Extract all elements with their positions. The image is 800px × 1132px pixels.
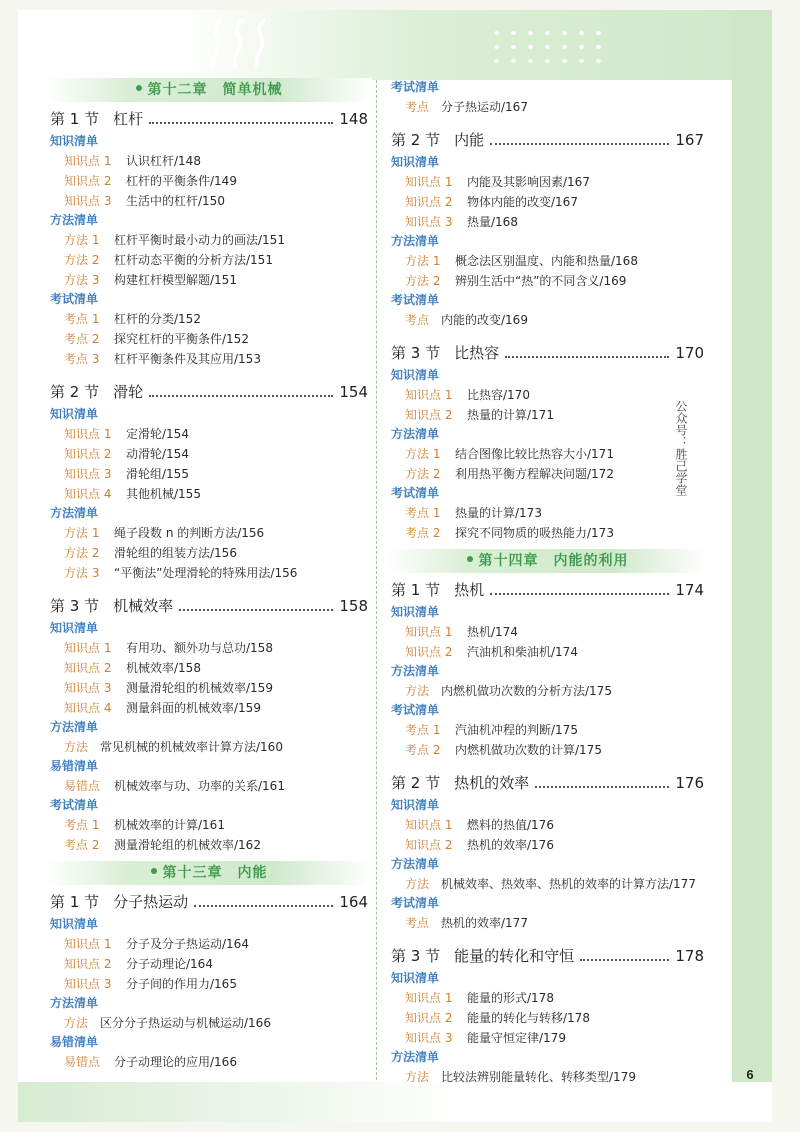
entry-key: 知识点 4 <box>64 701 112 715</box>
entry-key: 考点 1 <box>405 506 441 520</box>
toc-entry[interactable] <box>391 988 704 1008</box>
spacer <box>391 117 704 123</box>
entry-key: 考点 2 <box>405 743 441 757</box>
entry-title: 物体内能的改变/167 <box>467 195 578 209</box>
section-label: 第 2 节 <box>391 774 441 792</box>
entry-title: 比较法辨别能量转化、转移类型/179 <box>441 1070 636 1084</box>
entry-key: 知识点 3 <box>64 194 112 208</box>
toc-entry[interactable] <box>391 874 704 894</box>
section-heading[interactable] <box>391 945 704 969</box>
entry-title: 其他机械/155 <box>126 487 201 501</box>
entry-title: 有用功、额外功与总功/158 <box>126 641 273 655</box>
entry-title: 测量滑轮组的机械效率/162 <box>114 838 261 852</box>
entry-key: 知识点 2 <box>405 1011 453 1025</box>
dot-leader <box>505 355 669 358</box>
entry-key: 知识点 1 <box>64 154 112 168</box>
dot-leader <box>490 142 669 145</box>
dot-leader <box>490 592 669 595</box>
toc-entry[interactable] <box>391 681 704 701</box>
toc-entry[interactable] <box>391 835 704 855</box>
entry-title: 内燃机做功次数的分析方法/175 <box>441 684 612 698</box>
entry-key: 知识点 1 <box>405 175 453 189</box>
entry-key: 知识点 2 <box>405 408 453 422</box>
toc-entry[interactable] <box>50 543 368 563</box>
entry-title: 探究杠杆的平衡条件/152 <box>114 332 249 346</box>
entry-key: 知识点 1 <box>64 427 112 441</box>
toc-entry[interactable] <box>391 642 704 662</box>
entry-key: 知识点 2 <box>405 838 453 852</box>
dot-leader <box>149 121 333 124</box>
entry-title: 分子间的作用力/165 <box>126 977 237 991</box>
toc-entry[interactable] <box>391 1008 704 1028</box>
section-page: 158 <box>339 597 368 615</box>
entry-title: 比热容/170 <box>467 388 530 402</box>
toc-entry[interactable] <box>50 444 368 464</box>
category-label: 考试清单 <box>391 486 440 500</box>
section-name: 比热容 <box>454 344 500 362</box>
entry-key: 方法 <box>405 684 430 698</box>
entry-key: 知识点 3 <box>405 215 453 229</box>
section-name: 热机的效率 <box>454 774 530 792</box>
entry-title: 热量的计算/171 <box>467 408 554 422</box>
entry-key: 知识点 2 <box>405 645 453 659</box>
entry-title: 内能及其影响因素/167 <box>467 175 590 189</box>
entry-title: 分子动理论的应用/166 <box>114 1055 237 1069</box>
entry-title: 汽油机和柴油机/174 <box>467 645 578 659</box>
section-name: 内能 <box>454 131 485 149</box>
entry-title: 热机的效率/176 <box>467 838 554 852</box>
toc-entry[interactable] <box>391 740 704 760</box>
entry-key: 知识点 3 <box>64 977 112 991</box>
category-label: 方法清单 <box>391 234 440 248</box>
section-name: 机械效率 <box>113 597 174 615</box>
spacer <box>391 933 704 939</box>
entry-title: 热机的效率/177 <box>441 916 528 930</box>
entry-key: 知识点 1 <box>405 388 453 402</box>
entry-title: 测量滑轮组的机械效率/159 <box>126 681 273 695</box>
category-label: 知识清单 <box>50 407 99 421</box>
spacer <box>50 583 368 589</box>
dot-leader <box>149 394 333 397</box>
toc-entry[interactable] <box>391 212 704 232</box>
category-label: 方法清单 <box>50 213 99 227</box>
category-label: 知识清单 <box>391 605 440 619</box>
toc-entry[interactable] <box>391 385 704 405</box>
entry-key: 易错点 <box>64 779 101 793</box>
toc-entry[interactable] <box>50 191 368 211</box>
entry-key: 方法 1 <box>405 254 441 268</box>
toc-entry[interactable] <box>50 954 368 974</box>
toc-entry[interactable] <box>391 1028 704 1048</box>
toc-entry[interactable] <box>391 720 704 740</box>
entry-title: 绳子段数 n 的判断方法/156 <box>114 526 265 540</box>
entry-title: 机械效率的计算/161 <box>114 818 225 832</box>
category-label: 考试清单 <box>391 80 440 94</box>
toc-entry[interactable] <box>50 171 368 191</box>
entry-key: 知识点 2 <box>64 174 112 188</box>
chapter-title: 第十四章 内能的利用 <box>478 553 629 569</box>
entry-key: 考点 2 <box>405 526 441 540</box>
entry-title: 生活中的杠杆/150 <box>126 194 225 208</box>
entry-title: 杠杆平衡时最小动力的画法/151 <box>114 233 285 247</box>
category-label: 方法清单 <box>391 427 440 441</box>
entry-title: 能量的转化与转移/178 <box>467 1011 590 1025</box>
toc-entry[interactable] <box>391 310 704 330</box>
category-label: 易错清单 <box>50 1035 99 1049</box>
toc-entry[interactable] <box>50 698 368 718</box>
entry-key: 知识点 4 <box>64 487 112 501</box>
bullet-dot-icon <box>151 868 157 874</box>
bullet-dot-icon <box>136 85 142 91</box>
chapter-heading <box>46 78 372 102</box>
section-label: 第 3 节 <box>391 947 441 965</box>
toc-entry[interactable] <box>50 484 368 504</box>
toc-entry[interactable] <box>50 678 368 698</box>
entry-title: 利用热平衡方程解决问题/172 <box>455 467 614 481</box>
spacer <box>391 1087 704 1093</box>
entry-title: 杠杆平衡条件及其应用/153 <box>114 352 261 366</box>
section-heading[interactable] <box>50 891 368 915</box>
category-label: 考试清单 <box>391 896 440 910</box>
section-heading[interactable] <box>50 381 368 405</box>
entry-title: 认识杠杆/148 <box>126 154 201 168</box>
toc-entry[interactable] <box>50 1013 368 1033</box>
chapter-heading <box>46 861 372 885</box>
category-label: 易错清单 <box>50 759 99 773</box>
column-divider <box>376 80 377 1080</box>
wave-decoration-icon <box>206 18 286 74</box>
entry-key: 方法 <box>64 1016 89 1030</box>
entry-title: 构建杠杆模型解题/151 <box>114 273 237 287</box>
toc-entry[interactable] <box>50 523 368 543</box>
entry-title: 能量守恒定律/179 <box>467 1031 566 1045</box>
entry-title: 杠杆的平衡条件/149 <box>126 174 237 188</box>
section-page: 176 <box>675 774 704 792</box>
entry-key: 知识点 2 <box>64 661 112 675</box>
entry-key: 方法 2 <box>405 274 441 288</box>
category-label: 知识清单 <box>50 134 99 148</box>
toc-entry[interactable] <box>50 835 368 855</box>
entry-key: 方法 3 <box>64 273 100 287</box>
dot-leader <box>535 785 669 788</box>
category-label: 考试清单 <box>391 703 440 717</box>
toc-entry[interactable] <box>391 1067 704 1087</box>
section-label: 第 1 节 <box>50 893 100 911</box>
entry-title: 动滑轮/154 <box>126 447 189 461</box>
section-label: 第 3 节 <box>391 344 441 362</box>
entry-key: 方法 1 <box>64 526 100 540</box>
category-label: 知识清单 <box>391 798 440 812</box>
spacer <box>50 369 368 375</box>
section-heading[interactable] <box>391 772 704 796</box>
entry-title: 机械效率与功、功率的关系/161 <box>114 779 285 793</box>
entry-key: 方法 2 <box>64 253 100 267</box>
entry-title: 滑轮组/155 <box>126 467 189 481</box>
category-label: 考试清单 <box>50 798 99 812</box>
toc-entry[interactable] <box>50 270 368 290</box>
category-label: 方法清单 <box>391 664 440 678</box>
entry-title: 探究不同物质的吸热能力/173 <box>455 526 614 540</box>
category-label: 知识清单 <box>50 621 99 635</box>
dot-leader <box>580 958 669 961</box>
entry-key: 知识点 1 <box>405 991 453 1005</box>
toc-entry[interactable] <box>50 934 368 954</box>
entry-title: 汽油机冲程的判断/175 <box>455 723 578 737</box>
chapter-title: 第十二章 简单机械 <box>147 82 283 98</box>
toc-entry[interactable] <box>391 464 704 484</box>
section-name: 滑轮 <box>113 383 144 401</box>
category-label: 方法清单 <box>391 1050 440 1064</box>
section-heading[interactable] <box>50 595 368 619</box>
dot-leader <box>179 608 333 611</box>
toc-entry[interactable] <box>50 638 368 658</box>
toc-entry[interactable] <box>50 737 368 757</box>
toc-entry[interactable] <box>50 464 368 484</box>
entry-key: 知识点 2 <box>64 957 112 971</box>
entry-title: 热量的计算/173 <box>455 506 542 520</box>
category-label: 方法清单 <box>50 996 99 1010</box>
entry-title: 结合图像比较比热容大小/171 <box>455 447 614 461</box>
toc-entry[interactable] <box>50 424 368 444</box>
entry-title: 分子动理论/164 <box>126 957 213 971</box>
section-heading[interactable] <box>391 579 704 603</box>
spacer <box>50 1072 368 1078</box>
entry-title: 内燃机做功次数的计算/175 <box>455 743 602 757</box>
entry-key: 方法 <box>405 877 430 891</box>
section-label: 第 1 节 <box>391 581 441 599</box>
entry-title: 区分分子热运动与机械运动/166 <box>100 1016 271 1030</box>
toc-entry[interactable] <box>50 974 368 994</box>
toc-entry[interactable] <box>50 815 368 835</box>
toc-entry[interactable] <box>50 563 368 583</box>
entry-key: 知识点 1 <box>405 625 453 639</box>
right-margin-band <box>732 10 772 1122</box>
toc-entry[interactable] <box>391 172 704 192</box>
section-page: 170 <box>675 344 704 362</box>
entry-title: 燃料的热值/176 <box>467 818 554 832</box>
toc-entry[interactable] <box>50 250 368 270</box>
entry-title: 内能的改变/169 <box>441 313 528 327</box>
entry-key: 方法 2 <box>405 467 441 481</box>
category-label: 知识清单 <box>391 155 440 169</box>
spacer <box>391 760 704 766</box>
dot-pattern-decoration <box>488 26 608 68</box>
entry-title: 分子及分子热运动/164 <box>126 937 249 951</box>
section-page: 154 <box>339 383 368 401</box>
entry-title: 概念法区别温度、内能和热量/168 <box>455 254 638 268</box>
section-heading[interactable] <box>50 108 368 132</box>
toc-entry[interactable] <box>391 192 704 212</box>
entry-key: 方法 <box>405 1070 430 1084</box>
entry-key: 知识点 1 <box>405 818 453 832</box>
toc-entry[interactable] <box>391 622 704 642</box>
entry-key: 考点 1 <box>64 818 100 832</box>
entry-key: 知识点 2 <box>405 195 453 209</box>
category-label: 知识清单 <box>391 971 440 985</box>
section-page: 164 <box>339 893 368 911</box>
entry-title: 定滑轮/154 <box>126 427 189 441</box>
entry-key: 考点 2 <box>64 838 100 852</box>
section-heading[interactable] <box>391 342 704 366</box>
category-label: 方法清单 <box>50 506 99 520</box>
toc-entry[interactable] <box>391 815 704 835</box>
entry-title: 热机/174 <box>467 625 518 639</box>
entry-title: 滑轮组的组装方法/156 <box>114 546 237 560</box>
entry-key: 知识点 2 <box>64 447 112 461</box>
section-name: 热机 <box>454 581 485 599</box>
toc-entry[interactable] <box>50 151 368 171</box>
toc-entry[interactable] <box>391 271 704 291</box>
chapter-heading <box>387 549 708 573</box>
section-label: 第 3 节 <box>50 597 100 615</box>
entry-key: 方法 1 <box>405 447 441 461</box>
entry-key: 考点 2 <box>64 332 100 346</box>
entry-title: 机械效率/158 <box>126 661 201 675</box>
section-heading[interactable] <box>391 129 704 153</box>
page-number: 6 <box>746 1067 754 1082</box>
entry-key: 知识点 3 <box>405 1031 453 1045</box>
entry-key: 方法 3 <box>64 566 100 580</box>
toc-entry[interactable] <box>391 97 704 117</box>
entry-key: 考点 <box>405 100 430 114</box>
section-page: 167 <box>675 131 704 149</box>
entry-title: 辨别生活中“热”的不同含义/169 <box>455 274 627 288</box>
dot-leader <box>194 904 333 907</box>
toc-left-column <box>50 78 368 1078</box>
entry-key: 考点 <box>405 916 430 930</box>
entry-title: 测量斜面的机械效率/159 <box>126 701 261 715</box>
toc-entry[interactable] <box>391 405 704 425</box>
entry-key: 考点 3 <box>64 352 100 366</box>
toc-entry[interactable] <box>50 329 368 349</box>
entry-title: 能量的形式/178 <box>467 991 554 1005</box>
entry-key: 易错点 <box>64 1055 101 1069</box>
entry-title: 机械效率、热效率、热机的效率的计算方法/177 <box>441 877 696 891</box>
toc-entry[interactable] <box>50 776 368 796</box>
entry-key: 方法 <box>64 740 89 754</box>
entry-title: 常见机械的机械效率计算方法/160 <box>100 740 283 754</box>
bullet-dot-icon <box>467 556 473 562</box>
toc-entry[interactable] <box>50 309 368 329</box>
toc-entry[interactable] <box>50 349 368 369</box>
entry-key: 知识点 3 <box>64 467 112 481</box>
section-name: 杠杆 <box>113 110 144 128</box>
section-label: 第 1 节 <box>50 110 100 128</box>
toc-right-column <box>391 78 704 1093</box>
toc-entry[interactable] <box>391 913 704 933</box>
category-label: 考试清单 <box>50 292 99 306</box>
toc-entry[interactable] <box>50 230 368 250</box>
section-page: 148 <box>339 110 368 128</box>
entry-key: 方法 1 <box>64 233 100 247</box>
entry-title: 杠杆的分类/152 <box>114 312 201 326</box>
toc-entry[interactable] <box>50 1052 368 1072</box>
toc-entry[interactable] <box>391 251 704 271</box>
section-page: 174 <box>675 581 704 599</box>
category-label: 方法清单 <box>50 720 99 734</box>
entry-key: 考点 1 <box>405 723 441 737</box>
category-label: 知识清单 <box>50 917 99 931</box>
section-name: 能量的转化和守恒 <box>454 947 575 965</box>
category-label: 考试清单 <box>391 293 440 307</box>
entry-key: 知识点 1 <box>64 937 112 951</box>
spacer <box>391 330 704 336</box>
entry-key: 考点 <box>405 313 430 327</box>
toc-entry[interactable] <box>391 503 704 523</box>
entry-title: 热量/168 <box>467 215 518 229</box>
category-label: 知识清单 <box>391 368 440 382</box>
category-label: 方法清单 <box>391 857 440 871</box>
entry-title: 杠杆动态平衡的分析方法/151 <box>114 253 273 267</box>
section-label: 第 2 节 <box>391 131 441 149</box>
entry-key: 考点 1 <box>64 312 100 326</box>
section-name: 分子热运动 <box>113 893 189 911</box>
section-page: 178 <box>675 947 704 965</box>
entry-title: “平衡法”处理滑轮的特殊用法/156 <box>114 566 298 580</box>
toc-entry[interactable] <box>391 444 704 464</box>
chapter-title: 第十三章 内能 <box>162 865 268 881</box>
entry-title: 分子热运动/167 <box>441 100 528 114</box>
entry-key: 方法 2 <box>64 546 100 560</box>
toc-entry[interactable] <box>50 658 368 678</box>
entry-key: 知识点 1 <box>64 641 112 655</box>
entry-key: 知识点 3 <box>64 681 112 695</box>
side-watermark-text: 公众号：胜己学堂 <box>674 400 688 496</box>
toc-entry[interactable] <box>391 523 704 543</box>
section-label: 第 2 节 <box>50 383 100 401</box>
